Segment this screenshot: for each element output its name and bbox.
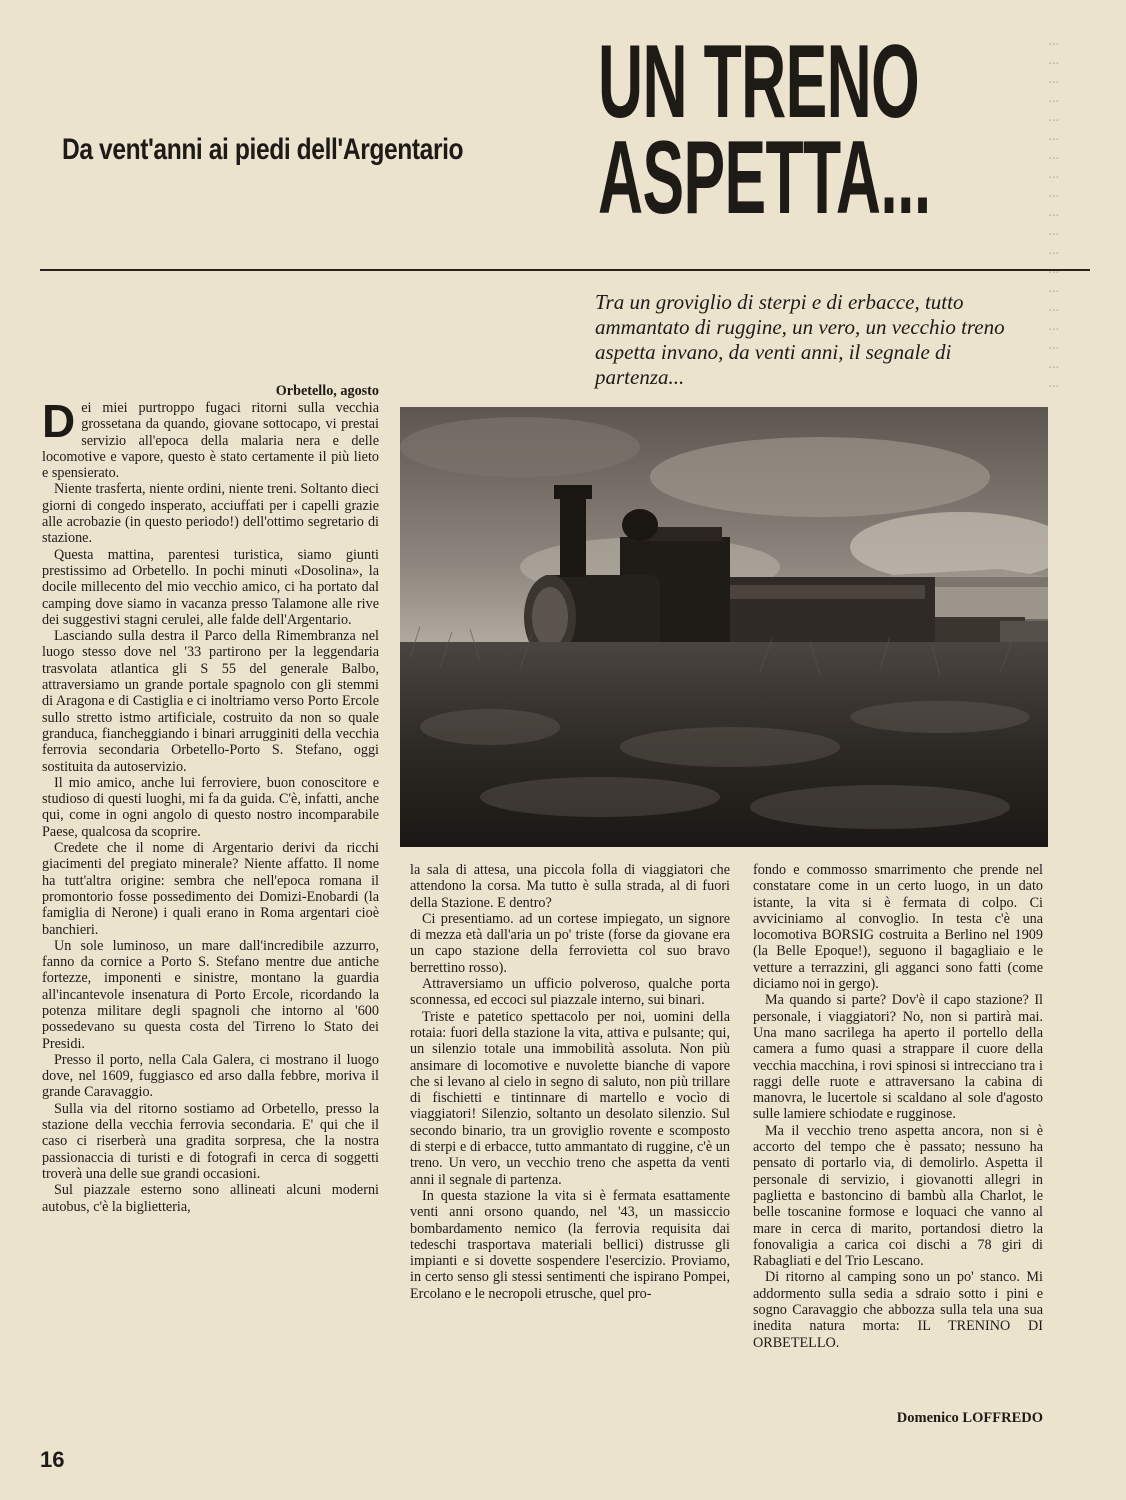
article-column-1 <box>42 383 379 1215</box>
headline-line-2: ASPETTA... <box>598 120 931 236</box>
paragraph: Ci presentiamo. ad un cortese impiegato, un signore di mezza età dall'aria un po' triste (forse da giovane era un capo stazione della ferrovietta col suo bravo berrettino rosso). <box>410 910 730 976</box>
paragraph: Il mio amico, anche lui ferroviere, buon conoscitore e studioso di questi luoghi, mi fa da guida. C'è, infatti, anche qui, come in ogni angolo di questo nostro incomparabile Paese, qualcosa da scoprire. <box>42 774 379 840</box>
paragraph: Credete che il nome di Argentario derivi da ricchi giacimenti del pregiato minerale? Niente affatto. Il nome ha tutt'altra origine: sembra che nell'epoca romana il promontorio fosse possedimento dei Domizi-Enobardi (la famiglia di Nerone) i quali erano in Roma argentari cioè banchieri. <box>42 840 379 938</box>
drop-cap: D <box>42 395 76 447</box>
paragraph: In questa stazione la vita si è fermata esattamente venti anni orsono quando, nel '43, un massiccio bombardamento nemico (la ferrovia requisita dai tedeschi trasportava materiali bellici) distrusse gli impianti e si dovette sospendere l'esercizio. Proviamo, in certo senso gli stessi sentimenti che ispirano Pompei, Ercolano e le necropoli etrusche, quel pro- <box>410 1187 730 1302</box>
lead-paragraph: Tra un groviglio di sterpi e di erbacce, tutto ammantato di ruggine, un vero, un vecchio treno aspetta invano, da venti anni, il segnale di partenza... <box>595 290 1005 389</box>
paragraph: Sulla via del ritorno sostiamo ad Orbetello, presso la stazione della vecchia ferrovia secondaria. E' qui che il caso ci riserberà una gradita sorpresa, che la nostra passionaccia di turisti e di fotografi in cerca di soggetti troverà una delle sue grandi occasioni. <box>42 1100 379 1182</box>
header-rule <box>40 269 1090 271</box>
page-number: 16 <box>40 1447 65 1472</box>
paragraph: fondo e commosso smarrimento che prende nel constatare come in un certo luogo, in un dato istante, la vita si è fermata di colpo. Ci avviciniamo al convoglio. In testa c'è una locomotiva BORSIG costruita a Berlino nel 1909 (la Belle Epoque!), seguono il bagagliaio e le vetture a terrazzini, gli agganci sono fatti (come diciamo noi in gergo). <box>753 862 1043 993</box>
author-byline: Domenico LOFFREDO <box>896 1410 1043 1426</box>
paragraph: la sala di attesa, una piccola folla di viaggiatori che attendono la corsa. Ma tutto è sulla strada, al di fuori della Stazione. E dentro? <box>410 862 730 911</box>
article-column-2 <box>410 862 730 1302</box>
paragraph: Triste e patetico spettacolo per noi, uomini della rotaia: fuori della stazione la vita, attiva e pulsante; qui, un silenzio totale una immobilità assoluta. Non più ansimare di locomotive e nuvolette bianche di vapore che si levano al cielo in segno di saluto, non più trillare di fischietti e tintinnare di martello e vocìo di viaggiatori! Silenzio, soltanto un desolato silenzio. Sul secondo binario, tra un groviglio rovente e scomposto di sterpi e di erbacce, tutto ammantato di ruggine, c'è un treno. Un vero, un vecchio treno che aspetta da venti anni il segnale di partenza. <box>410 1008 730 1188</box>
paragraph: Lasciando sulla destra il Parco della Rimembranza nel luogo stesso dove nel '33 partirono per la leggendaria trasvolata atlantica gli S 55 del generale Balbo, attraversiamo un grande portale spagnolo con gli stemmi di Aragona e di Castiglia e ci inoltriamo verso Porto Ercole sullo stretto istmo artificiale, costruito da non so quale granduca, fiancheggiando i binari arrugginiti della vecchia ferrovia secondaria Orbetello-Porto S. Stefano, oggi sostituita da autoservizio. <box>42 628 379 775</box>
headline-line-1: UN TRENO <box>598 24 920 140</box>
paragraph: Di ritorno al camping sono un po' stanco. Mi addormento sulla sedia a sdraio sotto i pini e sogno Caravaggio che abbozza sulla tela una sua inedita natura morta: IL TRENINO DI ORBETELLO. <box>753 1269 1043 1351</box>
paragraph: Niente trasferta, niente ordini, niente treni. Soltanto dieci giorni di congedo insperato, acciuffati per i capelli grazie alle acrobazie (in questo periodo!) dell'ottimo segretario di stazione. <box>42 481 379 547</box>
paragraph: Un sole luminoso, un mare dall'incredibile azzurro, fanno da cornice a Porto S. Stefano mentre due antiche fortezze, imponenti e sinistre, montano la guardia all'incantevole insenatura di Porto Ercole, ricordando la potenza militare degli spagnoli che intorno al '600 possedevano su questa costa del Tirreno lo Stato dei Presidi. <box>42 937 379 1052</box>
paragraph: Attraversiamo un ufficio polveroso, qualche porta sconnessa, ed eccoci sul piazzale interno, sui binari. <box>410 976 730 1009</box>
steam-locomotive-photo <box>400 407 1048 847</box>
article-column-3 <box>753 862 1043 1351</box>
paragraph: Dei miei purtroppo fugaci ritorni sulla vecchia grossetana da quando, giovane sottocapo, vi prestai servizio all'epoca della malaria nera e delle locomotive e vapore, questo è stato certamente il più lieto e spensierato. <box>42 395 379 482</box>
paragraph: Presso il porto, nella Cala Galera, ci mostrano il luogo dove, nel 1609, fuggiasco ed arso dalla febbre, moriva il grande Caravaggio. <box>42 1051 379 1101</box>
paragraph: Ma quando si parte? Dov'è il capo stazione? Il personale, i viaggiatori? No, non si partirà mai. Una mano sacrilega ha aperto il portello della camera a fumo quasi a strappare il cuore della vecchia macchina, i rovi spinosi si intrecciano tra i raggi delle ruote e attraversano la cabina di manovra, le lucertole si scaldano al sole d'agosto sulle lamiere schiodate e rugginose. <box>753 992 1043 1123</box>
headline <box>598 24 931 236</box>
paragraph: Sul piazzale esterno sono allineati alcuni moderni autobus, c'è la biglietteria, <box>42 1182 379 1215</box>
adjacent-page-bleed: ... ... ... ... ... ... ... ... ... ... ... ... ... ... ... ... ... ... <box>1048 33 1060 391</box>
dateline: Orbetello, agosto <box>275 383 379 399</box>
paragraph: Ma il vecchio treno aspetta ancora, non si è accorto del tempo che è passato; nessuno ha pensato di portarlo via, di demolirlo. Aspetta il personale di servizio, i giovanotti allegri in paglietta e bastoncino di bambù alla Charlot, le belle toscanine formose e loquaci che vanno al mare in cerca di marito, portandosi dietro la fonovaligia a carica coi dischi a 78 giri di Rabagliati e del Trio Lescano. <box>753 1122 1043 1270</box>
subtitle: Da vent'anni ai piedi dell'Argentario <box>62 133 464 166</box>
paragraph: Questa mattina, parentesi turistica, siamo giunti prestissimo ad Orbetello. In pochi minuti «Dosolina», la docile millecento del mio vecchio amico, ci ha portato dal camping dove siamo in vacanza presso Talamone alle rive dei suggestivi stagni cerulei, alle falde dell'Argentario. <box>42 546 379 628</box>
